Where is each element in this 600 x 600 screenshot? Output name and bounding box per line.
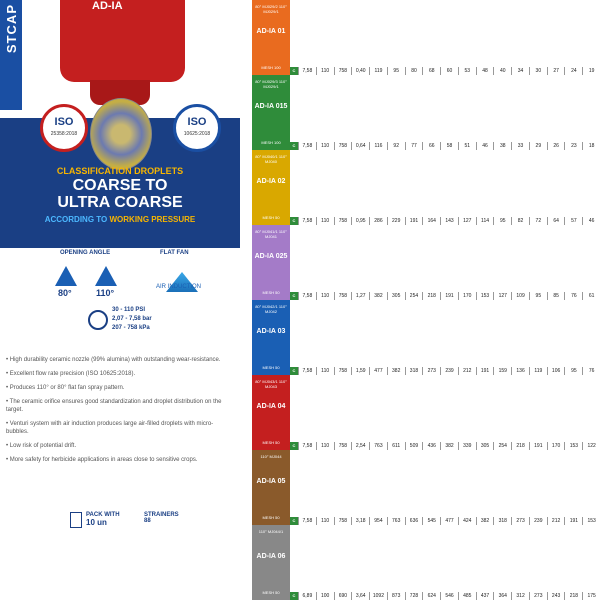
table-cell: 95 [564, 367, 582, 375]
table-cell: 61 [582, 292, 600, 300]
table-cell: 27 [547, 67, 565, 75]
nozzle-block-label [252, 300, 290, 375]
table-cell: 690 [334, 592, 352, 600]
table-cell: 46 [476, 142, 494, 150]
table-cell: 7,58 [298, 517, 316, 525]
title-line-2: ULTRA COARSE [57, 194, 183, 211]
mesh-label: MESH 50 [262, 515, 280, 520]
table-cell: 46 [582, 217, 600, 225]
strainer-value: 88 [144, 518, 151, 524]
table-cell: 758 [334, 292, 352, 300]
table-cell: 100 [316, 592, 334, 600]
brand-strip [0, 0, 22, 110]
table-cell: 48 [476, 67, 494, 75]
nozzle-label: AD-IA [92, 0, 123, 12]
table-cell: 0,64 [351, 142, 369, 150]
table-row [290, 517, 600, 525]
pack-value: 10 un [86, 518, 107, 527]
table-cell: 243 [547, 592, 565, 600]
table-cell: 382 [440, 442, 458, 450]
table-cell: 212 [547, 517, 565, 525]
nozzle-code: 80° MJ029/3 110° MJ029/1 [255, 79, 287, 89]
table-cell: 110 [316, 217, 334, 225]
table-cell: 122 [582, 442, 600, 450]
nozzle-block-label [252, 0, 290, 75]
brand-label: STCAP [4, 4, 19, 54]
table-row [290, 292, 600, 300]
table-cell: 218 [564, 592, 582, 600]
table-cell: 273 [511, 517, 529, 525]
table-cell: 3,18 [351, 517, 369, 525]
nozzle-name: AD-IA 06 [256, 553, 286, 560]
table-cell: 382 [476, 517, 494, 525]
iso-left-title: ISO [54, 116, 74, 128]
table-cell: 60 [440, 67, 458, 75]
subtitle-b: WORKING PRESSURE [109, 215, 196, 224]
nozzle-block-label [252, 225, 290, 300]
table-cell: 64 [547, 217, 565, 225]
table-cell: 76 [564, 292, 582, 300]
table-cell: 7,58 [298, 367, 316, 375]
table-cell: 191 [440, 292, 458, 300]
pressure-psi: 30 - 110 PSI [112, 307, 146, 313]
table-cell: 23 [564, 142, 582, 150]
table-cell: 110 [316, 517, 334, 525]
pressure-bar: 2,07 - 7,58 bar [112, 316, 152, 322]
table-cell: 318 [405, 367, 423, 375]
angle-110-label: 110° [96, 288, 115, 298]
table-cell: 7,58 [298, 142, 316, 150]
table-cell: 51 [458, 142, 476, 150]
droplet-class-badge: C [290, 292, 298, 300]
nozzle-block-label [252, 150, 290, 225]
table-cell: 95 [493, 217, 511, 225]
table-cell: 164 [422, 217, 440, 225]
table-cell: 1,27 [351, 292, 369, 300]
table-cell: 339 [458, 442, 476, 450]
droplet-class-badge: C [290, 592, 298, 600]
table-row [290, 442, 600, 450]
table-cell: 116 [369, 142, 387, 150]
table-cell: 212 [458, 367, 476, 375]
table-cell: 170 [458, 292, 476, 300]
table-cell: 77 [405, 142, 423, 150]
pack-info [86, 512, 120, 527]
table-cell: 758 [334, 217, 352, 225]
nozzle-code: 80° MJ042/1 110° MJ042 [255, 304, 287, 314]
droplet-class-badge: C [290, 67, 298, 75]
table-cell: 76 [582, 367, 600, 375]
table-cell: 7,58 [298, 67, 316, 75]
flow-rate-table [252, 0, 600, 600]
nozzle-name: AD-IA 02 [256, 178, 286, 185]
table-cell: 437 [476, 592, 494, 600]
table-cell: 114 [476, 217, 494, 225]
droplet-class-badge: C [290, 142, 298, 150]
iso-left-sub: 25358:2018 [50, 131, 78, 137]
table-cell: 110 [316, 292, 334, 300]
iso-badge-right [173, 104, 221, 152]
table-cell: 758 [334, 67, 352, 75]
table-cell: 954 [369, 517, 387, 525]
table-cell: 424 [458, 517, 476, 525]
table-cell: 763 [369, 442, 387, 450]
table-cell: 119 [369, 67, 387, 75]
table-cell: 728 [405, 592, 423, 600]
table-cell: 305 [387, 292, 405, 300]
table-cell: 758 [334, 517, 352, 525]
table-cell: 95 [387, 67, 405, 75]
table-cell: 254 [405, 292, 423, 300]
table-cell: 29 [529, 142, 547, 150]
table-cell: 312 [511, 592, 529, 600]
subtitle [0, 215, 240, 224]
nozzle-block-label [252, 75, 290, 150]
table-cell: 119 [529, 367, 547, 375]
air-induction-label: AIR INDUCTION [156, 284, 201, 290]
feature-list [6, 356, 230, 470]
table-cell: 53 [458, 67, 476, 75]
table-cell: 7,58 [298, 292, 316, 300]
table-cell: 136 [511, 367, 529, 375]
table-cell: 58 [440, 142, 458, 150]
table-cell: 758 [334, 142, 352, 150]
mesh-label: MESH 50 [262, 440, 280, 445]
table-cell: 34 [511, 67, 529, 75]
nozzle-code: 80° MJ040/1 110° MJ040 [255, 154, 287, 164]
table-cell: 3,64 [351, 592, 369, 600]
droplet-class-badge: C [290, 367, 298, 375]
table-cell: 110 [316, 142, 334, 150]
table-cell: 159 [493, 367, 511, 375]
table-cell: 18 [582, 142, 600, 150]
nozzle-block-label [252, 450, 290, 525]
pressure-kpa: 207 - 758 kPa [112, 325, 150, 331]
droplet-class-badge: C [290, 442, 298, 450]
table-cell: 273 [422, 367, 440, 375]
table-cell: 68 [422, 67, 440, 75]
strainer-info [144, 512, 179, 524]
table-row [290, 67, 600, 75]
nozzle-name: AD-IA 015 [254, 103, 288, 110]
table-cell: 191 [564, 517, 582, 525]
nozzle-name: AD-IA 01 [256, 28, 286, 35]
mesh-label: MESH 50 [262, 365, 280, 370]
table-cell: 218 [422, 292, 440, 300]
table-cell: 80 [405, 67, 423, 75]
table-cell: 636 [405, 517, 423, 525]
table-cell: 127 [458, 217, 476, 225]
pack-label: PACK WITH [86, 512, 120, 518]
table-cell: 218 [511, 442, 529, 450]
iso-right-title: ISO [187, 116, 207, 128]
table-cell: 0,95 [351, 217, 369, 225]
nozzle-block-label [252, 375, 290, 450]
flat-fan-label: FLAT FAN [160, 250, 189, 256]
table-cell: 1,59 [351, 367, 369, 375]
table-cell: 611 [387, 442, 405, 450]
table-cell: 170 [547, 442, 565, 450]
nozzle-image [60, 0, 185, 82]
angle-110-icon [95, 266, 117, 286]
mesh-label: MESH 50 [262, 215, 280, 220]
table-cell: 873 [387, 592, 405, 600]
feature-item: • Venturi system with air induction produces large air-filled droplets with micro-bubbles. [6, 421, 214, 435]
table-cell: 382 [387, 367, 405, 375]
table-cell: 110 [316, 442, 334, 450]
strainer-label: STRAINERS [144, 512, 179, 518]
feature-item: • Produces 110° or 80° flat fan spray pattern. [6, 385, 125, 391]
table-cell: 477 [440, 517, 458, 525]
table-cell: 110 [316, 67, 334, 75]
angle-80-label: 80° [58, 288, 72, 298]
subtitle-a: ACCORDING TO [44, 215, 108, 224]
table-cell: 175 [582, 592, 600, 600]
table-cell: 485 [458, 592, 476, 600]
table-cell: 33 [511, 142, 529, 150]
table-cell: 0,40 [351, 67, 369, 75]
nozzle-code: 110° MJ044 [260, 454, 282, 459]
nozzle-code: 110° MJ044/1 [258, 529, 284, 534]
table-cell: 106 [547, 367, 565, 375]
table-cell: 72 [529, 217, 547, 225]
iso-right-sub: 10625:2018 [183, 131, 211, 137]
table-cell: 92 [387, 142, 405, 150]
table-cell: 273 [529, 592, 547, 600]
table-cell: 477 [369, 367, 387, 375]
pressure-gauge-icon [88, 310, 108, 330]
table-cell: 239 [440, 367, 458, 375]
mesh-label: MESH 50 [262, 290, 280, 295]
table-row [290, 592, 600, 600]
angle-80-icon [55, 266, 77, 286]
table-cell: 758 [334, 367, 352, 375]
title-line-1: COARSE TO [72, 177, 168, 194]
table-cell: 57 [564, 217, 582, 225]
table-cell: 82 [511, 217, 529, 225]
nozzle-block-label [252, 525, 290, 600]
pressure-range [112, 306, 152, 333]
table-row [290, 367, 600, 375]
table-cell: 763 [387, 517, 405, 525]
opening-angle-label: OPENING ANGLE [60, 250, 111, 256]
table-cell: 509 [405, 442, 423, 450]
table-cell: 364 [493, 592, 511, 600]
table-cell: 305 [476, 442, 494, 450]
product-info-panel [0, 0, 240, 600]
classification-label: CLASSIFICATION DROPLETS [56, 166, 184, 176]
feature-item: • The ceramic orifice ensures good standardization and droplet distribution on the target. [6, 399, 222, 413]
table-cell: 546 [440, 592, 458, 600]
table-cell: 1092 [369, 592, 387, 600]
table-cell: 758 [334, 442, 352, 450]
table-cell: 624 [422, 592, 440, 600]
feature-item: • Excellent flow rate precision (ISO 10625:2018). [6, 371, 136, 377]
table-cell: 2,54 [351, 442, 369, 450]
table-cell: 254 [493, 442, 511, 450]
table-cell: 95 [529, 292, 547, 300]
classification-panel [0, 118, 240, 248]
nozzle-name: AD-IA 03 [256, 328, 286, 335]
nozzle-name: AD-IA 05 [256, 478, 286, 485]
pack-box-icon [70, 512, 82, 528]
table-cell: 30 [529, 67, 547, 75]
table-cell: 40 [493, 67, 511, 75]
table-cell: 7,58 [298, 442, 316, 450]
table-cell: 436 [422, 442, 440, 450]
table-cell: 229 [387, 217, 405, 225]
table-cell: 286 [369, 217, 387, 225]
table-cell: 85 [547, 292, 565, 300]
feature-item: • More safety for herbicide applications in areas close to sensitive crops. [6, 457, 198, 463]
table-cell: 127 [493, 292, 511, 300]
spec-section [0, 248, 240, 358]
droplet-class-badge: C [290, 517, 298, 525]
nozzle-name: AD-IA 025 [254, 253, 288, 260]
table-cell: 191 [405, 217, 423, 225]
table-cell: 110 [316, 367, 334, 375]
table-row [290, 217, 600, 225]
droplet-image [90, 98, 152, 170]
table-cell: 7,58 [298, 217, 316, 225]
mesh-label: MESH 50 [262, 590, 280, 595]
table-cell: 545 [422, 517, 440, 525]
feature-item: • Low risk of potential drift. [6, 443, 77, 449]
table-cell: 191 [476, 367, 494, 375]
table-cell: 66 [422, 142, 440, 150]
table-cell: 191 [529, 442, 547, 450]
nozzle-code: 80° MJ041/1 110° MJ041 [255, 229, 287, 239]
table-cell: 143 [440, 217, 458, 225]
table-cell: 153 [564, 442, 582, 450]
mesh-label: MESH 100 [261, 140, 281, 145]
mesh-label: MESH 100 [261, 65, 281, 70]
table-cell: 26 [547, 142, 565, 150]
nozzle-name: AD-IA 04 [256, 403, 286, 410]
droplet-class-badge: C [290, 217, 298, 225]
table-cell: 239 [529, 517, 547, 525]
nozzle-code: 80° MJ043/1 110° MJ043 [255, 379, 287, 389]
table-cell: 38 [493, 142, 511, 150]
table-cell: 6,89 [298, 592, 316, 600]
table-cell: 109 [511, 292, 529, 300]
feature-item: • High durability ceramic nozzle (99% alumina) with outstanding wear-resistance. [6, 357, 221, 363]
table-cell: 153 [582, 517, 600, 525]
iso-badge-left [40, 104, 88, 152]
table-cell: 382 [369, 292, 387, 300]
table-cell: 153 [476, 292, 494, 300]
table-cell: 24 [564, 67, 582, 75]
table-row [290, 142, 600, 150]
nozzle-code: 80° MJ029/2 110° MJ029/1 [255, 4, 287, 14]
table-cell: 318 [493, 517, 511, 525]
table-cell: 19 [582, 67, 600, 75]
